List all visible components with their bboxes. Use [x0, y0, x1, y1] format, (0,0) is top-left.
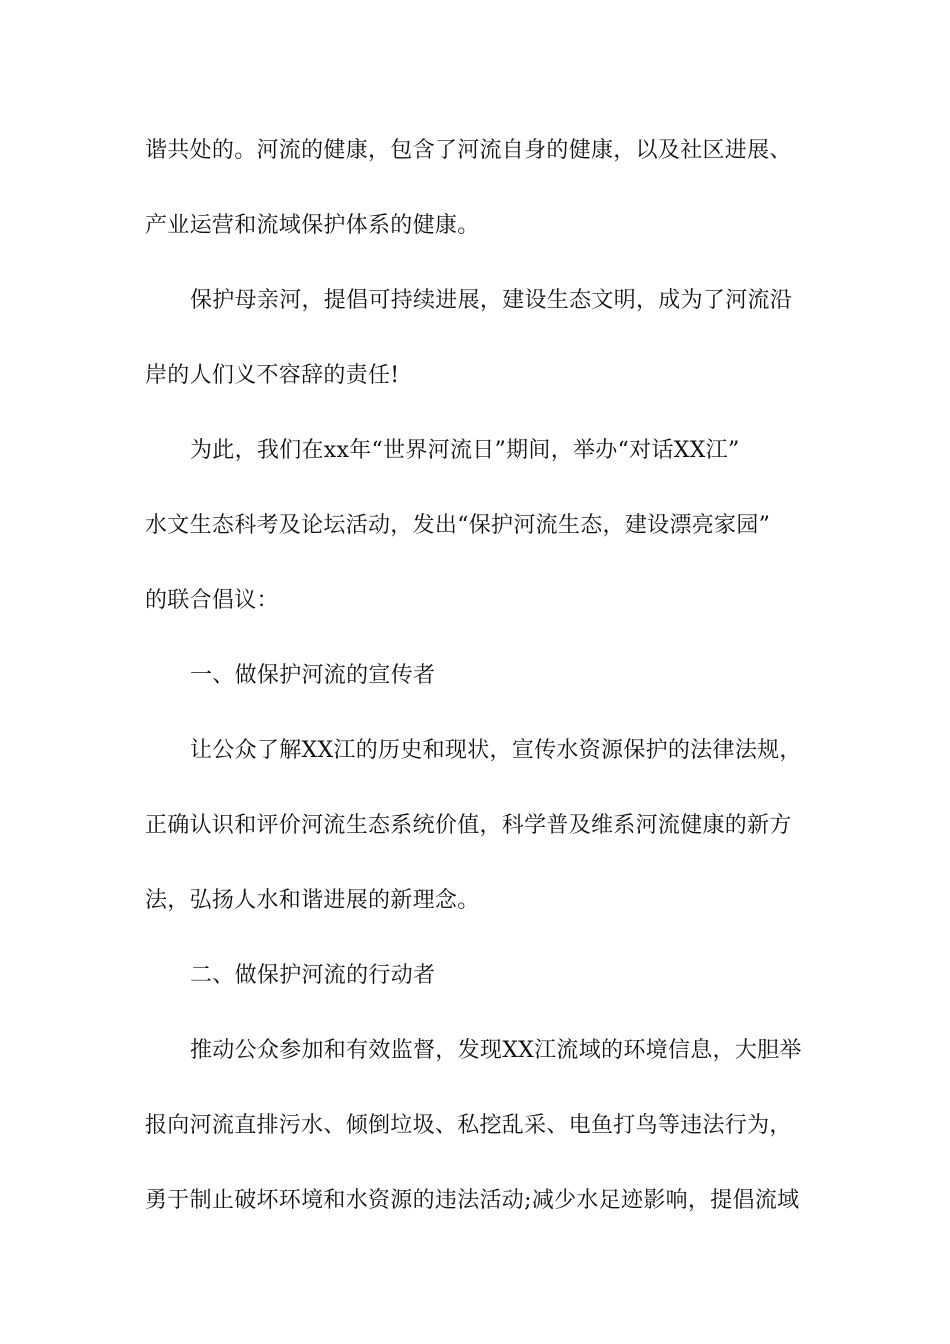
- text-line: 法，弘扬人水和谐进展的新理念。: [145, 888, 480, 913]
- text-line: 报向河流直排污水、倾倒垃圾、私挖乱采、电鱼打鸟等违法行为，: [145, 1113, 792, 1138]
- text-line: 的联合倡议：: [145, 588, 279, 613]
- text-line: 产业运营和流域保护体系的健康。: [145, 213, 480, 238]
- paragraph-start-line: 让公众了解XX江的历史和现状，宣传水资源保护的法律法规，: [190, 738, 802, 763]
- paragraph-start-line: 保护母亲河，提倡可持续进展，建设生态文明，成为了河流沿: [190, 288, 793, 313]
- section-heading-2: 二、做保护河流的行动者: [190, 963, 436, 988]
- paragraph-start-line: 推动公众参加和有效监督，发现XX江流域的环境信息，大胆举: [190, 1038, 802, 1063]
- text-line: 勇于制止破坏环境和水资源的违法活动;减少水足迹影响，提倡流域: [145, 1188, 800, 1213]
- text-line: 岸的人们义不容辞的责任!: [145, 363, 400, 388]
- text-line: 正确认识和评价河流生态系统价值，科学普及维系河流健康的新方: [145, 813, 792, 838]
- text-line: 谐共处的。河流的健康，包含了河流自身的健康，以及社区进展、: [145, 138, 792, 163]
- section-heading-1: 一、做保护河流的宣传者: [190, 663, 436, 688]
- text-line: 水文生态科考及论坛活动，发出“保护河流生态，建设漂亮家园”: [145, 513, 771, 538]
- paragraph-start-line: 为此，我们在xx年“世界河流日”期间，举办“对话XX江”: [190, 438, 740, 463]
